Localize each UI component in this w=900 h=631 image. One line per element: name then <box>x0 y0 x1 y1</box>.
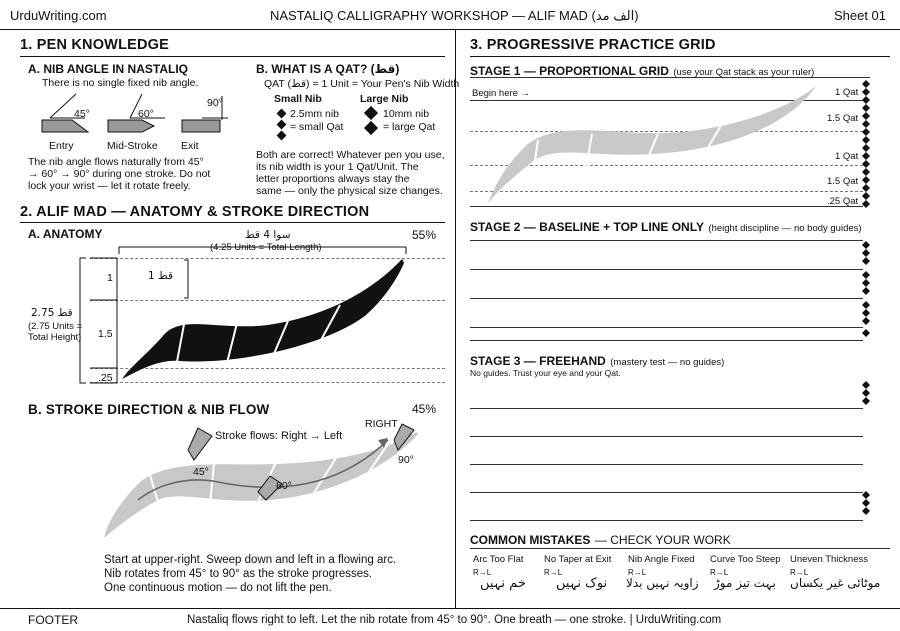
mistake-label: Curve Too Steep <box>710 554 781 565</box>
footer-rule <box>0 608 900 609</box>
angle-exit-label: Exit <box>181 140 199 152</box>
footer-label: FOOTER <box>28 613 78 627</box>
angle-entry-deg: 45° <box>74 108 90 120</box>
stage3-line <box>470 492 863 493</box>
stroke-direction-body: Start at upper-right. Sweep down and left in a flowing arc. Nib rotates from 45° to 90° as the stroke progresses. One continuous motion — do not lift the pen. <box>104 554 397 594</box>
small-qat-diamond <box>277 131 287 141</box>
stage2-line <box>470 340 863 341</box>
header-rule <box>0 29 900 30</box>
deg-45-label: 45° <box>193 466 209 478</box>
nib-angle-body: The nib angle flows naturally from 45° → 60° → 90° during one stroke. Do not lock your wrist — let it rotate freely. <box>28 156 211 192</box>
angle-mid-label: Mid-Stroke <box>107 140 158 152</box>
small-nib-qat: = small Qat <box>290 121 344 133</box>
qat-stack-3 <box>862 381 872 521</box>
qat-label-4: 1.5 Qat <box>827 176 859 187</box>
qat-definition: QAT (قط) = 1 Unit = Your Pen's Nib Width <box>264 78 460 90</box>
large-qat-diamond <box>364 106 378 120</box>
qat-stack-2 <box>862 241 872 341</box>
large-nib-qat: = large Qat <box>383 121 436 133</box>
one-qat-label: 1 قط <box>148 270 174 282</box>
mistake-urdu: بہت تیز موڑ <box>714 576 776 590</box>
stage2-line <box>470 240 863 241</box>
section1-title: 1. PEN KNOWLEDGE <box>20 37 170 53</box>
small-nib-title: Small Nib <box>274 93 322 105</box>
column-divider <box>455 30 456 608</box>
segment-1: 1 <box>107 272 113 284</box>
stage3-line <box>470 520 863 521</box>
stage2-line <box>470 298 863 299</box>
height-text-1: (2.75 Units = <box>28 321 83 332</box>
angle-entry-label: Entry <box>49 140 74 152</box>
site-name: UrduWriting.com <box>10 8 107 23</box>
qat-title: B. WHAT IS A QAT? (قط) <box>256 62 400 76</box>
stroke-direction-title: B. STROKE DIRECTION & NIB FLOW <box>28 402 270 417</box>
page-title: NASTALIQ CALLIGRAPHY WORKSHOP — ALIF MAD (الف مد) <box>270 8 639 23</box>
large-nib-title: Large Nib <box>360 93 409 105</box>
sheet-number: Sheet 01 <box>833 8 886 23</box>
stage3-line <box>470 408 863 409</box>
angle-mid-deg: 60° <box>138 108 154 120</box>
stage2-line <box>470 327 863 328</box>
section3-title: 3. PROGRESSIVE PRACTICE GRID <box>470 37 716 53</box>
height-ruler <box>90 256 120 386</box>
stroke-flow-label: Stroke flows: Right → Left <box>215 430 343 442</box>
qat-stack-1 <box>862 80 872 208</box>
stage3-line <box>470 464 863 465</box>
section2-rule <box>20 222 445 223</box>
length-urdu: سوا 4 قط <box>245 229 291 241</box>
qat-label-1: 1 Qat <box>835 87 859 98</box>
stage3-subtitle: No guides. Trust your eye and your Qat. <box>470 368 621 378</box>
qat-body: Both are correct! Whatever pen you use, its nib width is your 1 Qat/Unit. The letter proportions always stay the same — only the physical size changes. <box>256 149 445 197</box>
mistake-direction: R→L <box>473 568 492 577</box>
nib-angle-title: A. NIB ANGLE IN NASTALIQ <box>28 62 188 76</box>
stroke-scale: 45% <box>412 402 437 416</box>
small-qat-diamond <box>277 120 287 130</box>
anatomy-scale: 55% <box>412 228 437 242</box>
mistake-direction: R→L <box>710 568 729 577</box>
stage2-line <box>470 269 863 270</box>
small-nib-size: 2.5mm nib <box>290 108 340 120</box>
mistake-direction: R→L <box>544 568 563 577</box>
small-qat-diamond <box>277 109 287 119</box>
deg-60-label: 60° <box>276 480 292 492</box>
angle-exit-deg: 90° <box>207 97 223 109</box>
mistake-direction: R→L <box>790 568 809 577</box>
height-urdu: 2.75 قط <box>31 307 73 319</box>
large-qat-diamond <box>364 121 378 135</box>
mistake-urdu: زاویہ نہیں بدلا <box>626 576 699 590</box>
section3-rule <box>470 56 890 57</box>
anatomy-title: A. ANATOMY <box>28 227 103 241</box>
begin-here-label: Begin here → <box>472 88 531 99</box>
stage3-heading: STAGE 3 — FREEHAND (mastery test — no guides) <box>470 354 725 368</box>
large-nib-size: 10mm nib <box>383 108 430 120</box>
qat-label-3: 1 Qat <box>835 151 859 162</box>
alif-mad-stroke <box>118 255 408 385</box>
nib-angle-subtitle: There is no single fixed nib angle. <box>42 77 199 89</box>
mistake-direction: R→L <box>628 568 647 577</box>
mistake-label: Uneven Thickness <box>790 554 868 565</box>
length-text: (4.25 Units = Total Length) <box>210 242 322 253</box>
segment-0-25: .25 <box>98 372 113 384</box>
stage1-ghost-stroke <box>482 82 822 212</box>
mistake-urdu: نوک نہیں <box>556 576 608 591</box>
qat-label-5: .25 Qat <box>827 196 859 207</box>
mistakes-rule <box>470 548 890 549</box>
section2-title: 2. ALIF MAD — ANATOMY & STROKE DIRECTION <box>20 204 370 220</box>
stage1-heading: STAGE 1 — PROPORTIONAL GRID (use your Qat stack as your ruler) <box>470 64 815 78</box>
mistake-label: Arc Too Flat <box>473 554 524 565</box>
stage2-heading: STAGE 2 — BASELINE + TOP LINE ONLY (height discipline — no body guides) <box>470 220 862 234</box>
stage1-rule <box>470 77 870 78</box>
qat-label-2: 1.5 Qat <box>827 113 859 124</box>
mistake-urdu: موٹائی غیر یکساں <box>790 576 881 590</box>
deg-90-label: 90° <box>398 454 414 466</box>
right-label: RIGHT <box>365 418 398 430</box>
mistake-urdu: خم نہیں <box>480 576 526 591</box>
mistake-label: Nib Angle Fixed <box>628 554 695 565</box>
mistake-label: No Taper at Exit <box>544 554 612 565</box>
stage3-line <box>470 436 863 437</box>
section1-rule <box>20 56 445 57</box>
footer-text: Nastaliq flows right to left. Let the nib rotate from 45° to 90°. One breath — one stroke. | UrduWriting.com <box>187 614 722 626</box>
height-text-2: Total Height) <box>28 332 82 343</box>
height-bracket <box>66 256 88 386</box>
segment-1-5: 1.5 <box>98 328 113 340</box>
mistakes-heading: COMMON MISTAKES — CHECK YOUR WORK <box>470 533 731 547</box>
